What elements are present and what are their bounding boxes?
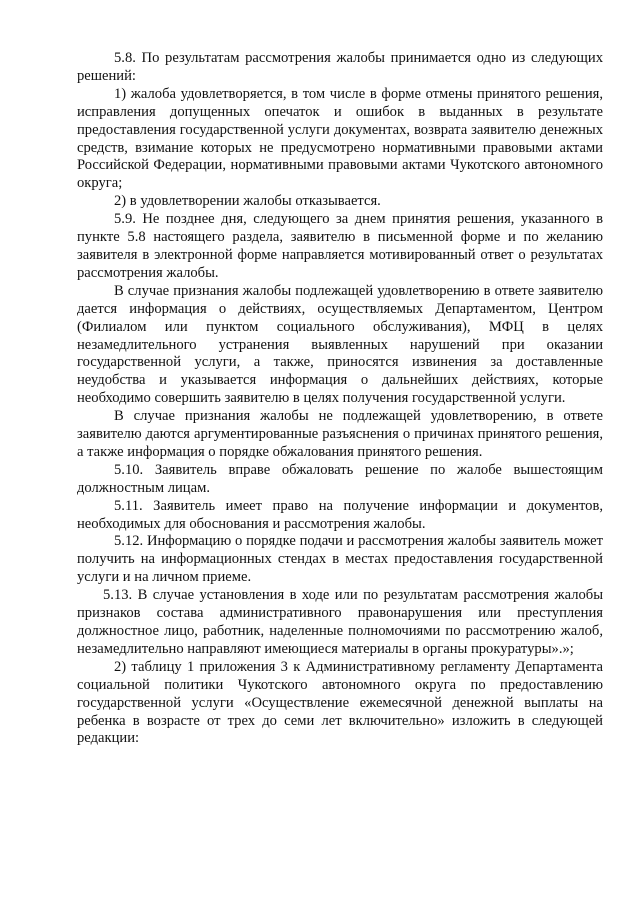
paragraph-5-13: 5.13. В случае установления в ходе или по результатам рассмотрения жалобы признаков состава административного правонарушения или преступления должностное лицо, работник, наделенные полномочиями по рассмотрению жалоб, незамедлительно направляют имеющиеся материалы в органы прокуратуры».»; xyxy=(77,587,603,657)
paragraph-5-8: 5.8. По результатам рассмотрения жалобы принимается одно из следующих решений: xyxy=(77,50,603,84)
document-page xyxy=(77,50,603,748)
paragraph-rejected-case: В случае признания жалобы не подлежащей удовлетворению, в ответе заявителю даются аргументированные разъяснения о причинах принятого решения, а также информация о порядке обжалования принятого решения. xyxy=(77,408,603,460)
paragraph-item-2-table: 2) таблицу 1 приложения 3 к Административному регламенту Департамента социальной политики Чукотского автономного округа по предоставлению государственной услуги «Осуществление ежемесячной денежной выплаты на ребенка в возрасте от трех до семи лет включительно» изложить в следующей редакции: xyxy=(77,658,603,747)
paragraph-satisfied-case: В случае признания жалобы подлежащей удовлетворению в ответе заявителю дается информация о действиях, осуществляемых Департаментом, Центром (Филиалом или пунктом социального обслуживания), МФЦ в целях незамедлительного устранения выявленных нарушений при оказании государственной услуги, а также, приносятся извинения за доставленные неудобства и указывается информация о дальнейших действиях, которые необходимо совершить заявителю в целях получения государственной услуги. xyxy=(77,282,603,407)
paragraph-5-12: 5.12. Информацию о порядке подачи и рассмотрения жалобы заявитель может получить на информационных стендах в местах предоставления государственной услуги и на личном приеме. xyxy=(77,533,603,586)
paragraph-5-8-item-1: 1) жалоба удовлетворяется, в том числе в форме отмены принятого решения, исправления допущенных опечаток и ошибок в выданных в результате предоставления государственной услуги документах, возврата заявителю денежных средств, взимание которых не предусмотрено нормативными правовыми актами Российской Федерации, нормативными правовыми актами Чукотского автономного округа; xyxy=(77,85,603,192)
paragraph-5-8-item-2: 2) в удовлетворении жалобы отказывается. xyxy=(114,193,381,210)
paragraph-5-11: 5.11. Заявитель имеет право на получение информации и документов, необходимых для обоснования и рассмотрения жалобы. xyxy=(77,497,603,532)
paragraph-5-10: 5.10. Заявитель вправе обжаловать решение по жалобе вышестоящим должностным лицам. xyxy=(77,461,603,496)
paragraph-5-9: 5.9. Не позднее дня, следующего за днем принятия решения, указанного в пункте 5.8 настоящего раздела, заявителю в письменной форме и по желанию заявителя в электронной форме направляется мотивированный ответ о результатах рассмотрения жалобы. xyxy=(77,211,603,281)
